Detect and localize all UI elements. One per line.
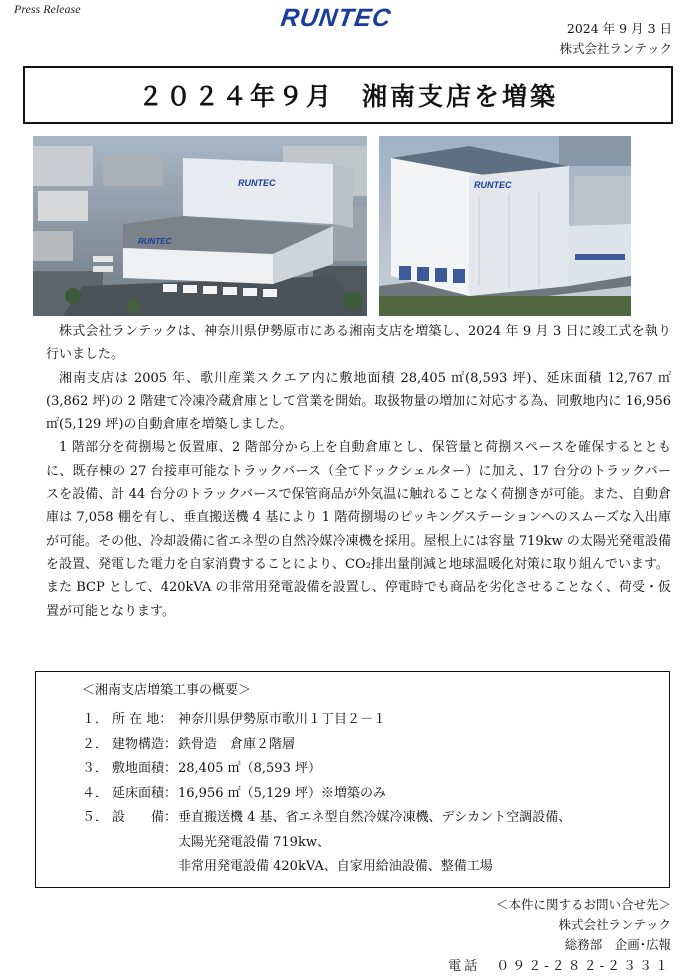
paragraph-4: また BCP として、420kVA の非常用発電設備を設置し、停電時でも商品を劣化させることなく、荷受・仮置が可能となります。: [46, 580, 671, 619]
warehouse-sign-lower: RUNTEC: [138, 237, 172, 246]
summary-item-label: 建物構造：: [112, 736, 178, 752]
summary-item-number: ３．: [82, 761, 109, 776]
page-title: ２０２４年９月 湘南支店を増築: [137, 82, 558, 111]
equipment-continuation: 太陽光発電設備 719kw、: [178, 834, 330, 850]
summary-item: [82, 733, 669, 758]
summary-item-value: 16,956 ㎡（5,129 坪）※増築のみ: [178, 785, 386, 801]
paragraph-1: 株式会社ランテックは、神奈川県伊勢原市にある湘南支店を増築し、2024 年 9 月 3 日に竣工式を執り行いました。: [46, 324, 671, 363]
summary-item: [82, 708, 669, 733]
warehouse-sign-upper: RUNTEC: [238, 178, 276, 188]
summary-item-number: ５．: [82, 810, 109, 825]
building-photo: [379, 136, 631, 316]
summary-item-label: 所 在 地：: [112, 712, 173, 727]
contact-heading: ＜本件に関するお問い合せ先＞: [495, 897, 671, 912]
summary-box: [35, 671, 670, 888]
contact-company: 株式会社ランテック: [558, 917, 671, 932]
summary-item: [82, 757, 669, 782]
summary-item-value: 垂直搬送機 4 基、省エネ型自然冷媒冷凍機、デシカント空調設備、: [178, 810, 572, 825]
summary-item: [82, 806, 669, 831]
building-sign: RUNTEC: [474, 180, 512, 190]
paragraph-2: 湘南支店は 2005 年、歌川産業スクエア内に敷地面積 28,405 ㎡(8,593 坪)、延床面積 12,767 ㎡(3,862 坪)の 2 階建て冷凍冷蔵倉庫として営業を開始。取扱物量の増加に対応する為、同敷地内に 16,956 ㎡(5,129 坪)の自動倉庫を増築しました。: [46, 370, 671, 433]
summary-item-label: 延床面積：: [112, 785, 178, 801]
contact-phone-line: [448, 957, 671, 977]
press-release-label: Press Release: [14, 2, 81, 16]
contact-block: [448, 895, 671, 977]
summary-item-value: 28,405 ㎡（8,593 坪）: [178, 761, 321, 776]
phone-label: 電話: [448, 959, 481, 974]
summary-item-label: 敷地面積：: [112, 761, 178, 776]
body-text: [46, 320, 671, 623]
summary-item-number: ２．: [82, 736, 109, 752]
issuer-company: 株式会社ランテック: [559, 41, 672, 56]
summary-item-number: ４．: [82, 785, 109, 801]
summary-item-number: １．: [82, 712, 109, 727]
title-box: [23, 66, 673, 124]
paragraph-3: 1 階部分を荷捌場と仮置庫、2 階部分から上を自動倉庫とし、保管量と荷捌スペースを確保するとともに、既存棟の 27 台接車可能なトラックバース（全てドックシェルター）に加え、17 台分のトラックバースを設備、計 44 台分のトラックバースで保管商品が外気温に触れることなく荷捌きが可能。また、自動倉庫は 7,058 棚を有し、垂直搬送機 4 基により 1 階荷捌場のピッキングステーションへのスムーズな入出庫が可能。その他、冷却設備に省エネ型の自然冷媒冷凍機を採用。屋根上には容量 719kw の太陽光発電設備を設置、発電した電力を自家消費することにより、CO₂排出量削減と地球温暖化対策に取り組んでいます。: [46, 440, 671, 572]
release-date: 2024 年 9 月 3 日: [566, 21, 672, 36]
contact-department: 総務部 企画･広報: [564, 937, 671, 952]
summary-title: ＜湘南支店増築工事の概要＞: [82, 683, 252, 698]
date-block: [559, 19, 672, 59]
summary-item-value: 神奈川県伊勢原市歌川１丁目２－１: [178, 712, 387, 727]
summary-item-value: 鉄骨造 倉庫２階層: [178, 736, 296, 752]
phone-number: ０９２-２８２-２３３１: [496, 959, 671, 974]
equipment-continuation: 非常用発電設備 420kVA、自家用給油設備、整備工場: [178, 859, 493, 874]
summary-item: [82, 782, 669, 807]
summary-item-label: 設 備：: [112, 810, 178, 825]
company-logo: RUNTEC: [279, 4, 394, 32]
aerial-photo: [33, 136, 367, 316]
